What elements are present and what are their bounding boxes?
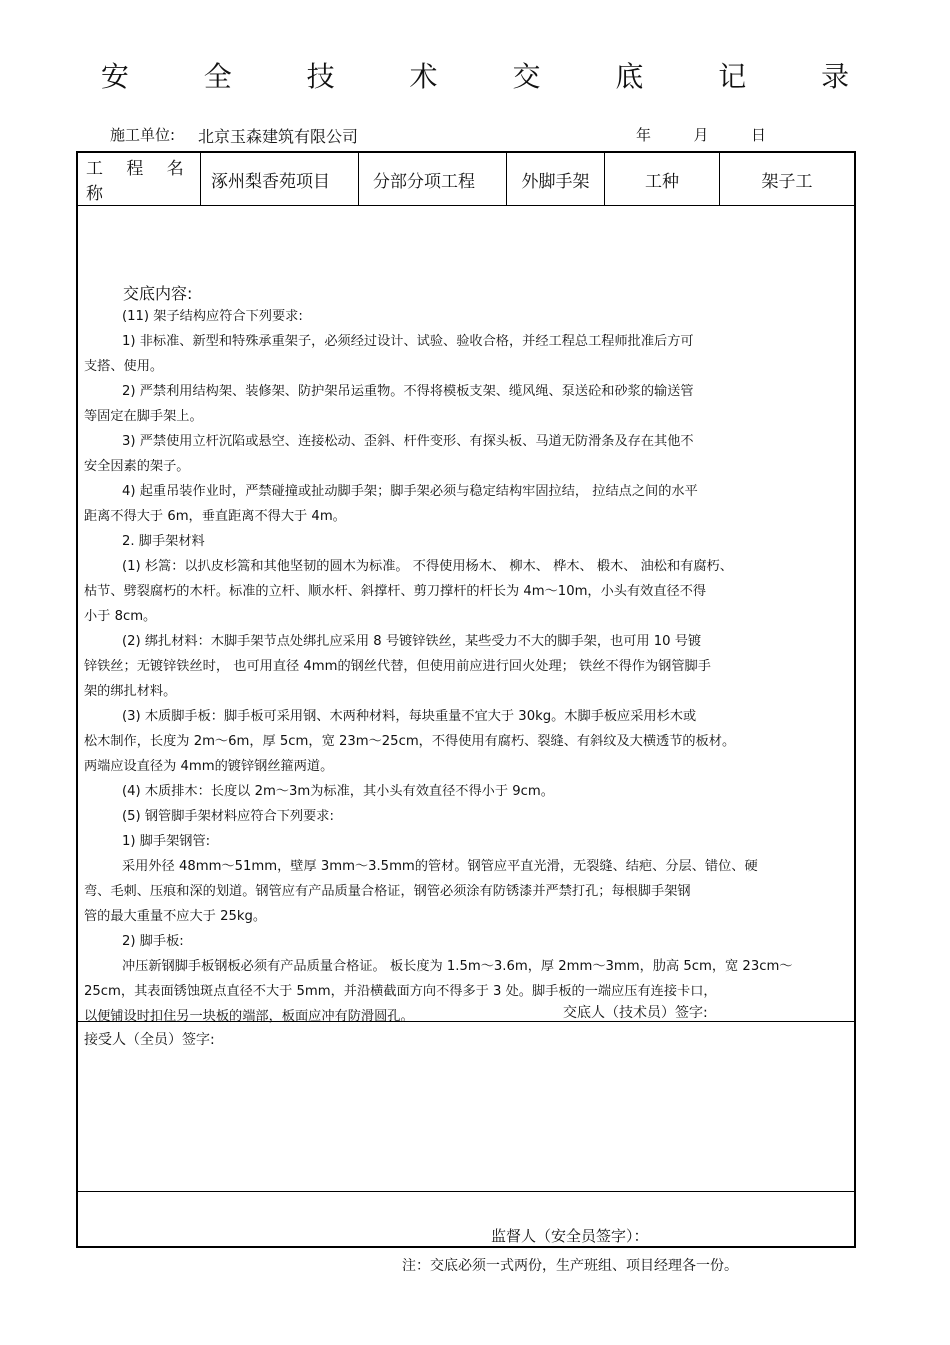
content-line: 两端应设直径为 4mm的镀锌钢丝箍两道。 [84,759,334,774]
content-line: 2) 严禁利用结构架、装修架、防护架吊运重物。不得将模板支架、缆风绳、泵送砼和砂浆的输送管 [122,384,694,399]
content-line: 松木制作，长度为 2m～6m，厚 5cm，宽 23m～25cm，不得使用有腐朽、裂缝、有斜纹及大横透节的板材。 [84,734,736,749]
content-line: 距离不得大于 6m，垂直距离不得大于 4m。 [84,509,346,524]
content-line: 1) 非标准、新型和特殊承重架子，必须经过设计、试验、验收合格，并经工程总工程师批准后方可 [122,334,694,349]
content-line: 架的绑扎材料。 [84,684,177,699]
content-line: (2) 绑扎材料：木脚手架节点处绑扎应采用 8 号镀锌铁丝，某些受力不大的脚手架，也可用 10 号镀 [122,634,702,649]
trade-value: 架子工 [761,171,813,192]
content-line: 3) 严禁使用立杆沉陷或悬空、连接松动、歪斜、杆件变形、有探头板、马道无防滑条及存在其他不 [122,434,694,449]
content-heading: 交底内容: [123,284,193,303]
record-table [76,151,856,1248]
content-line: 25cm，其表面锈蚀斑点直径不大于 5mm，并沿横截面方向不得多于 3 处。脚手板的一端应压有连接卡口， [84,984,717,999]
content-line: 安全因素的架子。 [84,459,190,474]
recipient-signature-label: 接受人（全员）签字: [84,1032,215,1048]
table-header-row [78,153,854,206]
month-label: 月 [693,126,709,144]
content-line: 锌铁丝；无镀锌铁丝时， 也可用直径 4mm的钢丝代替，但使用前应进行回火处理； 铁丝不得作为钢管脚手 [84,659,711,674]
content-line: 管的最大重量不应大于 25kg。 [84,909,267,924]
content-line: 4) 起重吊装作业时，严禁碰撞或扯动脚手架；脚手架必须与稳定结构牢固拉结， 拉结点之间的水平 [122,484,698,499]
subproject-label: 分部分项工程 [359,153,507,205]
footnote: 注：交底必须一式两份，生产班组、项目经理各一份。 [402,1258,738,1274]
supervisor-signature-label: 监督人（安全员签字）： [491,1227,649,1245]
briefing-content-section [78,205,854,1022]
trade-label: 工种 [605,153,720,205]
day-label: 日 [750,126,766,144]
project-name-label: 工 程 名 称 [78,153,201,205]
content-line: 1) 脚手架钢管: [122,834,211,849]
subproject-value: 外脚手架 [507,153,605,205]
content-line: 以便铺设时扣住另一块板的端部，板面应冲有防滑圆孔。 [84,1009,414,1024]
content-line: (5) 钢管脚手架材料应符合下列要求: [122,809,334,824]
content-line: (4) 木质排木：长度以 2m～3m为标准，其小头有效直径不得小于 9cm。 [122,784,554,799]
content-line: 2. 脚手架材料 [122,534,205,549]
content-line: 支搭、使用。 [84,359,164,374]
content-line: 枯节、劈裂腐朽的木杆。标准的立杆、顺水杆、斜撑杆、剪刀撑杆的杆长为 4m～10m，小头有效直径不得 [84,584,707,599]
technician-signature-label: 交底人（技术员）签字: [563,1005,708,1021]
content-line: 采用外径 48mm～51mm，壁厚 3mm～3.5mm的管材。钢管应平直光滑，无裂缝、结疤、分层、错位、硬 [122,859,758,874]
date-field [636,124,766,145]
construction-unit-label: 施工单位: [110,126,176,144]
document-title: 安 全 技 术 交 底 记 录 [100,60,883,93]
content-line: (11) 架子结构应符合下列要求: [122,309,303,324]
year-label: 年 [636,126,652,144]
content-line: 小于 8cm。 [84,609,157,624]
project-name-value: 涿州梨香苑项目 [201,153,359,205]
content-line: (1) 杉篙：以扒皮杉篙和其他坚韧的圆木为标准。 不得使用杨木、 柳木、 桦木、 椴木、 油松和有腐朽、 [122,559,733,574]
content-line: 等固定在脚手架上。 [84,409,203,424]
recipient-signature-section [78,1021,854,1192]
content-line: 冲压新钢脚手板钢板必须有产品质量合格证。 板长度为 1.5m～3.6m，厚 2mm～3mm，肋高 5cm，宽 23cm～ [122,959,793,974]
construction-unit-value: 北京玉森建筑有限公司 [198,127,359,146]
content-lines [84,304,850,1029]
content-line: 弯、毛刺、压痕和深的划道。钢管应有产品质量合格证，钢管必须涂有防锈漆并严禁打孔；每根脚手架钢 [84,884,691,899]
content-line: (3) 木质脚手板：脚手板可采用钢、木两种材料，每块重量不宜大于 30kg。木脚手板应采用杉木或 [122,709,697,724]
content-line: 2) 脚手板: [122,934,184,949]
